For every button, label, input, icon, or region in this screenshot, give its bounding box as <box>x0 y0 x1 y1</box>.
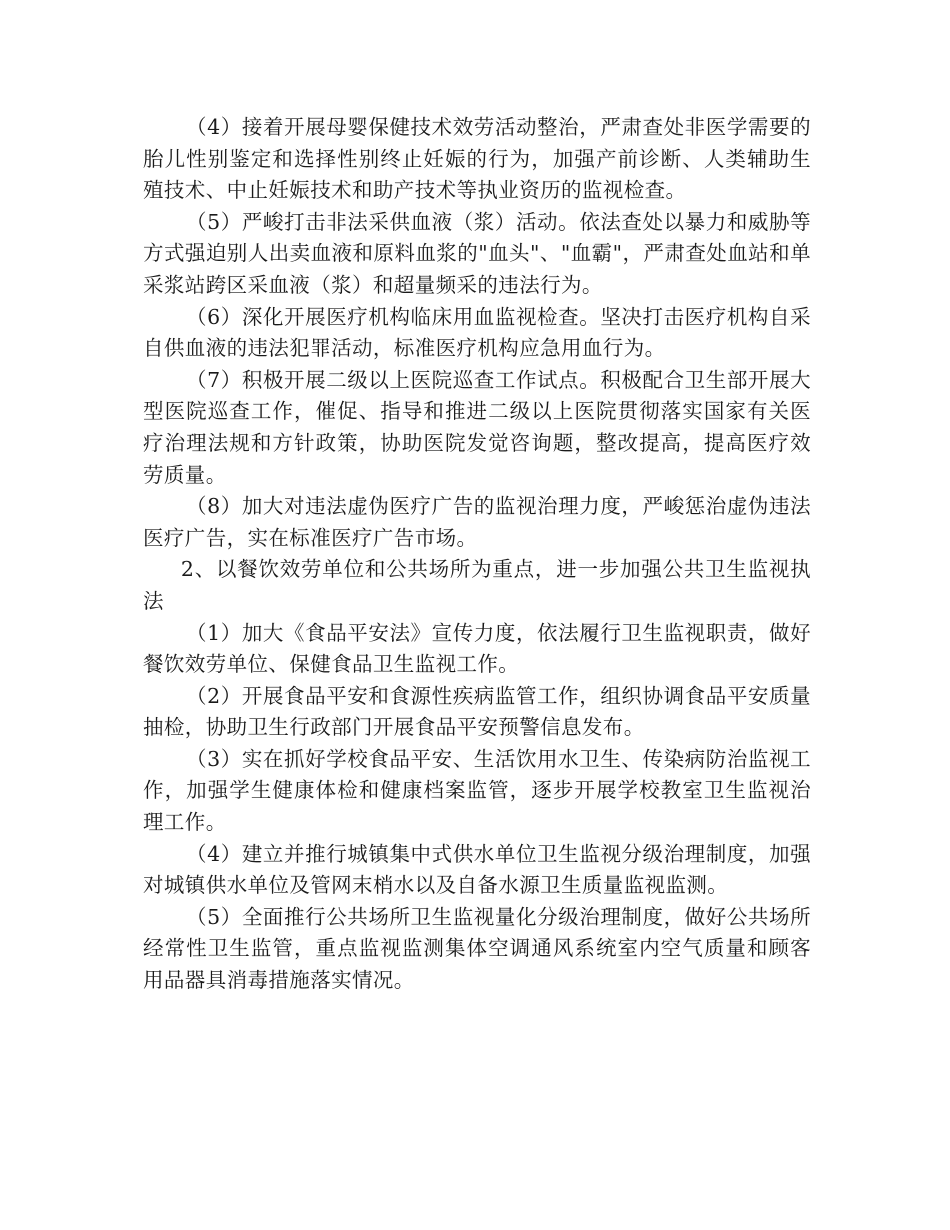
section-heading-public-health: 2、以餐饮效劳单位和公共场所为重点，进一步加强公共卫生监视执法 <box>143 557 811 613</box>
paragraph-foodborne-disease: （2）开展食品平安和食源性疾病监管工作，组织协调食品平安质量抽检，协助卫生行政部门开展食品平安预警信息发布。 <box>143 683 811 740</box>
paragraph-food-safety-law: （1）加大《食品平安法》宣传力度，依法履行卫生监视职责，做好餐饮效劳单位、保健食品卫生监视工作。 <box>143 620 811 677</box>
paragraph-medical-ads: （8）加大对违法虚伪医疗广告的监视治理力度，严峻惩治虚伪违法医疗广告，实在标准医疗广告市场。 <box>143 494 811 550</box>
paragraph-hospital-inspection: （7）积极开展二级以上医院巡查工作试点。积极配合卫生部开展大型医院巡查工作，催促、指导和推进二级以上医院贯彻落实国家有关医疗治理法规和方针政策，协助医院发觉咨询题，整改提高，提高医疗效劳质量。 <box>143 367 811 487</box>
paragraph-public-places: （5）全面推行公共场所卫生监视量化分级治理制度，做好公共场所经常性卫生监管，重点监视监测集体空调通风系统室内空气质量和顾客用品器具消毒措施落实情况。 <box>143 904 811 993</box>
paragraph-maternal-health: （4）接着开展母婴保健技术效劳活动整治，严肃查处非医学需要的胎儿性别鉴定和选择性别终止妊娠的行为，加强产前诊断、人类辅助生殖技术、中止妊娠技术和助产技术等执业资历的监视检查。 <box>143 115 811 203</box>
document-body <box>143 112 811 997</box>
paragraph-water-supply: （4）建立并推行城镇集中式供水单位卫生监视分级治理制度，加强对城镇供水单位及管网末梢水以及自备水源卫生质量监视监测。 <box>143 841 811 898</box>
paragraph-blood-collection: （5）严峻打击非法采供血液（浆）活动。依法查处以暴力和威胁等方式强迫别人出卖血液和原料血浆的"血头"、"血霸"，严肃查处血站和单采浆站跨区采血液（浆）和超量频采的违法行为。 <box>143 209 811 297</box>
paragraph-clinical-blood-use: （6）深化开展医疗机构临床用血监视检查。坚决打击医疗机构自采自供血液的违法犯罪活动，标准医疗机构应急用血行为。 <box>143 304 811 361</box>
paragraph-school-health: （3）实在抓好学校食品平安、生活饮用水卫生、传染病防治监视工作，加强学生健康体检和健康档案监管，逐步开展学校教室卫生监视治理工作。 <box>143 746 811 835</box>
